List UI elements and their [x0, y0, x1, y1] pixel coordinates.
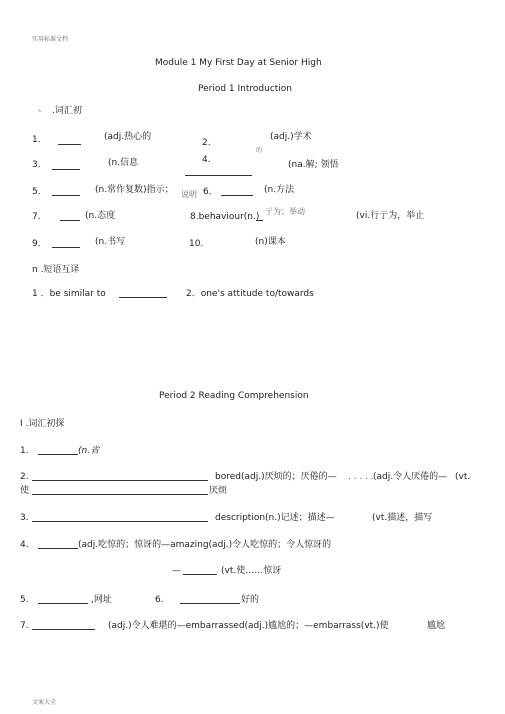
- item-hint: (na.解; 领悟: [288, 160, 339, 170]
- item-number: 5.: [20, 595, 29, 605]
- item-text: (vt.使……惊讶: [221, 566, 282, 576]
- answer-blank[interactable]: [32, 494, 208, 495]
- item-number: 1．: [32, 135, 47, 145]
- answer-blank[interactable]: [256, 220, 263, 221]
- item-number: 5．: [32, 187, 47, 197]
- item-number: 6．: [203, 187, 218, 197]
- answer-blank[interactable]: [32, 629, 95, 630]
- item-hint: (n.书写: [95, 237, 126, 247]
- answer-blank[interactable]: [52, 169, 80, 170]
- section-heading: .词汇初: [52, 106, 82, 116]
- item-text: (adj.吃惊的；惊讶的—amazing(adj.)令人吃惊的；令人惊讶的: [78, 540, 332, 550]
- item-number: 3．: [32, 160, 47, 170]
- period2-title: Period 2 Reading Comprehension: [159, 391, 309, 401]
- page-title: Module 1 My First Day at Senior High: [155, 58, 322, 68]
- answer-blank[interactable]: [221, 195, 253, 196]
- section-marker: 、: [38, 104, 48, 114]
- item-text: 厌烦: [209, 486, 228, 496]
- answer-blank[interactable]: [180, 603, 240, 604]
- phrase-item: 1 ．be similar to: [32, 289, 106, 299]
- answer-blank[interactable]: [183, 574, 217, 575]
- item-text: (adj.令人厌倦的—: [373, 472, 448, 482]
- item-number: 8.behaviour(n.): [190, 212, 260, 222]
- item-hint: 亍为；举动: [265, 207, 305, 216]
- header-note: 实用标准文档: [32, 36, 69, 43]
- answer-blank[interactable]: [52, 247, 80, 248]
- answer-blank[interactable]: [32, 521, 208, 522]
- item-hint: (adj.)学术: [270, 132, 312, 142]
- footer-note: 文案大全: [32, 699, 57, 706]
- phrase-item: 2．one's attitude to/towards: [186, 289, 314, 299]
- section-heading: I .词汇初探: [20, 419, 65, 429]
- answer-blank[interactable]: [38, 548, 78, 549]
- item-number: 7.: [20, 621, 29, 631]
- item-number: 4.: [20, 540, 29, 550]
- item-number: 10.: [189, 239, 204, 249]
- item-hint: (n.方法: [264, 185, 295, 195]
- item-text: description(n.)记述；描述—: [215, 513, 335, 523]
- item-text: 好的: [241, 595, 260, 605]
- item-hint: (n.信息: [108, 158, 139, 168]
- item-text: 尴尬: [427, 621, 446, 631]
- item-text: 使: [20, 486, 30, 496]
- item-text: bored(adj.)厌烦的；厌倦的—: [215, 472, 337, 482]
- item-number: 3.: [20, 513, 29, 523]
- item-text: ,网址: [91, 595, 112, 605]
- item-hint: (adj.热心的: [104, 132, 152, 142]
- item-hint: 的: [256, 147, 263, 154]
- item-text: (vt.描述，描写: [372, 513, 433, 523]
- answer-blank[interactable]: [52, 195, 80, 196]
- answer-blank[interactable]: [119, 297, 167, 298]
- answer-blank[interactable]: [32, 480, 208, 481]
- item-hint: 说明: [181, 190, 197, 199]
- item-number: 1．: [20, 446, 35, 456]
- item-number: 4．: [202, 155, 217, 165]
- answer-blank[interactable]: [185, 175, 252, 176]
- item-text: (adj.)令人难堪的—embarrassed(adj.)尴尬的；—embarrass(vt.)使: [108, 621, 389, 631]
- item-hint: (n)课本: [255, 237, 286, 247]
- answer-blank[interactable]: [38, 603, 88, 604]
- item-number: 9．: [32, 239, 47, 249]
- item-text: (vt.: [455, 472, 471, 482]
- dots: . . . . .: [348, 472, 374, 482]
- item-number: 7．: [32, 212, 47, 222]
- item-hint: (vi.行亍为，举止: [356, 211, 425, 221]
- answer-blank[interactable]: [58, 144, 81, 145]
- period1-title: Period 1 Introduction: [198, 84, 293, 94]
- answer-blank[interactable]: [38, 454, 78, 455]
- item-hint: (n.省: [78, 446, 100, 456]
- section-heading: n .短语互译: [32, 265, 80, 275]
- item-number: 2.: [20, 472, 29, 482]
- item-number: 6.: [155, 595, 164, 605]
- item-number: 2.: [202, 138, 211, 148]
- item-text: —: [172, 566, 181, 576]
- item-hint: (n.态度: [85, 211, 116, 221]
- answer-blank[interactable]: [60, 220, 80, 221]
- item-hint: (n.常作复数)指示；: [95, 185, 174, 195]
